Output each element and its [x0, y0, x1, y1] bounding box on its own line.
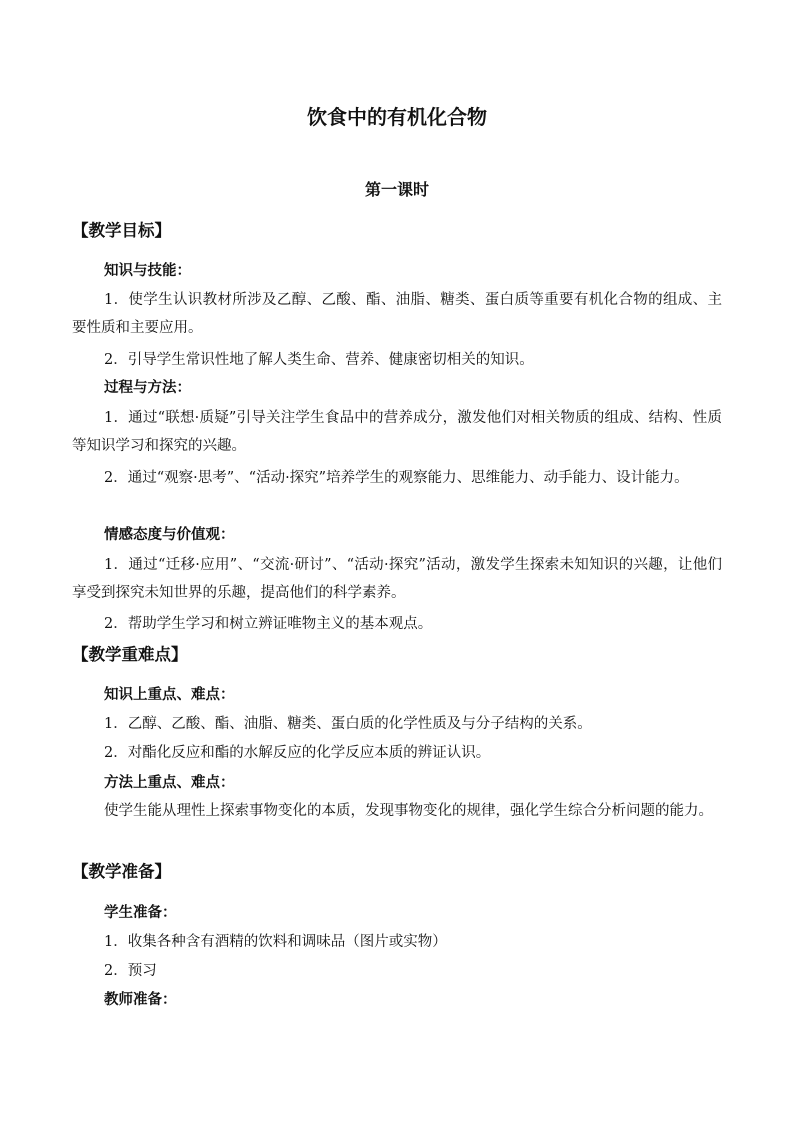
paragraph-emotion-2: 2．帮助学生学习和树立辨证唯物主义的基本观点。 — [104, 616, 433, 632]
subheading-emotion-values: 情感态度与价值观： — [104, 526, 235, 543]
paragraph-knowledge-2: 2．引导学生常识性地了解人类生命、营养、健康密切相关的知识。 — [104, 352, 534, 368]
subheading-student-preparation: 学生准备： — [104, 904, 177, 921]
paragraph-emotion-1: 1．通过“迁移·应用”、“交流·研讨”、“活动·探究”活动，激发学生探索未知知识的兴趣，让他们享受到探究未知世界的乐趣，提高他们的科学素养。 — [72, 557, 722, 601]
paragraph-knowledge-1: 1．使学生认识教材所涉及乙醇、乙酸、酯、油脂、糖类、蛋白质等重要有机化合物的组成、主要性质和主要应用。 — [72, 292, 722, 336]
subheading-method-key-points: 方法上重点、难点： — [104, 774, 235, 791]
subheading-teacher-preparation: 教师准备： — [104, 991, 177, 1008]
subheading-knowledge-key-points: 知识上重点、难点： — [104, 686, 235, 703]
paragraph-process-2: 2．通过“观察·思考”、“活动·探究”培养学生的观察能力、思维能力、动手能力、设计能力。 — [104, 470, 689, 486]
paragraph-process-1: 1．通过“联想·质疑”引导关注学生食品中的营养成分，激发他们对相关物质的组成、结构、性质等知识学习和探究的兴趣。 — [72, 410, 722, 454]
section-heading-key-points: 【教学重难点】 — [72, 645, 188, 664]
subheading-process-methods: 过程与方法： — [104, 379, 191, 396]
section-heading-goals: 【教学目标】 — [72, 221, 171, 240]
paragraph-student-prep-2: 2．预习 — [104, 963, 157, 979]
paragraph-key-knowledge-1: 1．乙醇、乙酸、酯、油脂、糖类、蛋白质的化学性质及与分子结构的关系。 — [104, 716, 592, 732]
section-heading-preparation: 【教学准备】 — [72, 862, 171, 881]
subheading-knowledge-skills: 知识与技能： — [104, 262, 191, 279]
document-subtitle: 第一课时 — [364, 180, 429, 199]
document-title: 饮食中的有机化合物 — [307, 105, 487, 129]
paragraph-key-method-1: 使学生能从理性上探索事物变化的本质，发现事物变化的规律，强化学生综合分析问题的能力。 — [104, 803, 713, 819]
paragraph-key-knowledge-2: 2．对酯化反应和酯的水解反应的化学反应本质的辨证认识。 — [104, 745, 491, 761]
paragraph-student-prep-1: 1．收集各种含有酒精的饮料和调味品（图片或实物） — [104, 934, 447, 950]
